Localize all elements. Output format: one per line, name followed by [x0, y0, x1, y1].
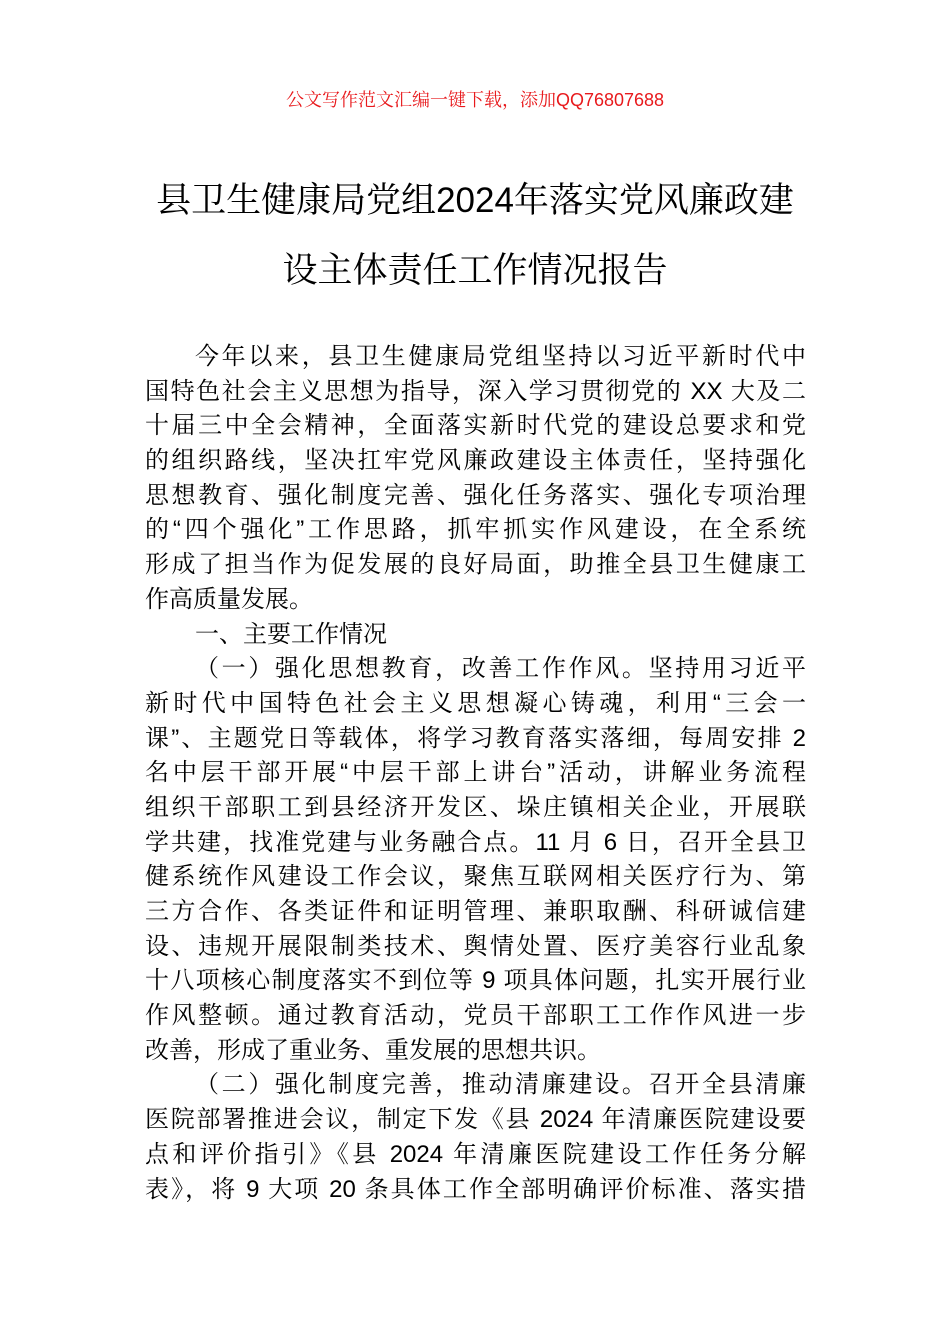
paragraph-line: 表》，将 9 大项 20 条具体工作全部明确评价标准、落实措 — [145, 1175, 806, 1203]
paragraph-line: 名中层干部开展“中层干部上讲台”活动，讲解业务流程 — [145, 759, 806, 787]
paragraph-line: 今年以来，县卫生健康局党组坚持以习近平新时代中 — [195, 343, 806, 370]
paragraph-line: 健系统作风建设工作会议，聚焦互联网相关医疗行为、第 — [145, 863, 806, 891]
paragraph-line: 三方合作、各类证件和证明管理、兼职取酬、科研诚信建 — [145, 898, 806, 925]
paragraph-line: 形成了担当作为促发展的良好局面，助推全县卫生健康工 — [145, 551, 806, 579]
paragraph-line: 学共建，找准党建与业务融合点。11 月 6 日，召开全县卫 — [145, 828, 806, 856]
paragraph-line: 设、违规开展限制类技术、舆情处置、医疗美容行业乱象 — [145, 932, 806, 960]
paragraph-line: 医院部署推进会议，制定下发《县 2024 年清廉医院建设要 — [145, 1106, 806, 1134]
paragraph-line: 的“四个强化”工作思路，抓牢抓实作风建设，在全系统 — [145, 516, 806, 544]
section-heading: 一、主要工作情况 — [195, 620, 387, 648]
paragraph-line: 十八项核心制度落实不到位等 9 项具体问题，扎实开展行业 — [145, 967, 806, 995]
document-body — [145, 340, 806, 1207]
paragraph-line: 的组织路线，坚决扛牢党风廉政建设主体责任，坚持强化 — [145, 447, 806, 475]
title-line: 设主体责任工作情况报告 — [282, 251, 668, 290]
paragraph-line: 作风整顿。通过教育活动，党员干部职工工作作风进一步 — [145, 1002, 806, 1030]
paragraph-line: 改善，形成了重业务、重发展的思想共识。 — [145, 1036, 601, 1064]
title-line: 县卫生健康局党组2024年落实党风廉政建 — [156, 181, 794, 220]
paragraph-line: 点和评价指引》《县 2024 年清廉医院建设工作任务分解 — [145, 1140, 806, 1168]
paragraph-line: 新时代中国特色社会主义思想凝心铸魂，利用“三会一 — [145, 689, 806, 717]
paragraph-line: （二）强化制度完善，推动清廉建设。召开全县清廉 — [195, 1071, 806, 1099]
paragraph-line: 十届三中全会精神，全面落实新时代党的建设总要求和党 — [145, 412, 806, 440]
paragraph-line: 国特色社会主义思想为指导，深入学习贯彻党的 XX 大及二 — [145, 377, 806, 405]
paragraph-line: 课”、主题党日等载体，将学习教育落实落细，每周安排 2 — [145, 724, 806, 752]
paragraph-line: 组织干部职工到县经济开发区、垛庄镇相关企业，开展联 — [145, 793, 806, 821]
download-banner: 公文写作范文汇编一键下载，添加QQ76807688 — [285, 90, 665, 110]
document-title — [0, 166, 950, 306]
paragraph-line: 作高质量发展。 — [145, 585, 313, 613]
paragraph-line: 思想教育、强化制度完善、强化任务落实、强化专项治理 — [145, 481, 806, 509]
paragraph-line: （一）强化思想教育，改善工作作风。坚持用习近平 — [195, 655, 806, 683]
